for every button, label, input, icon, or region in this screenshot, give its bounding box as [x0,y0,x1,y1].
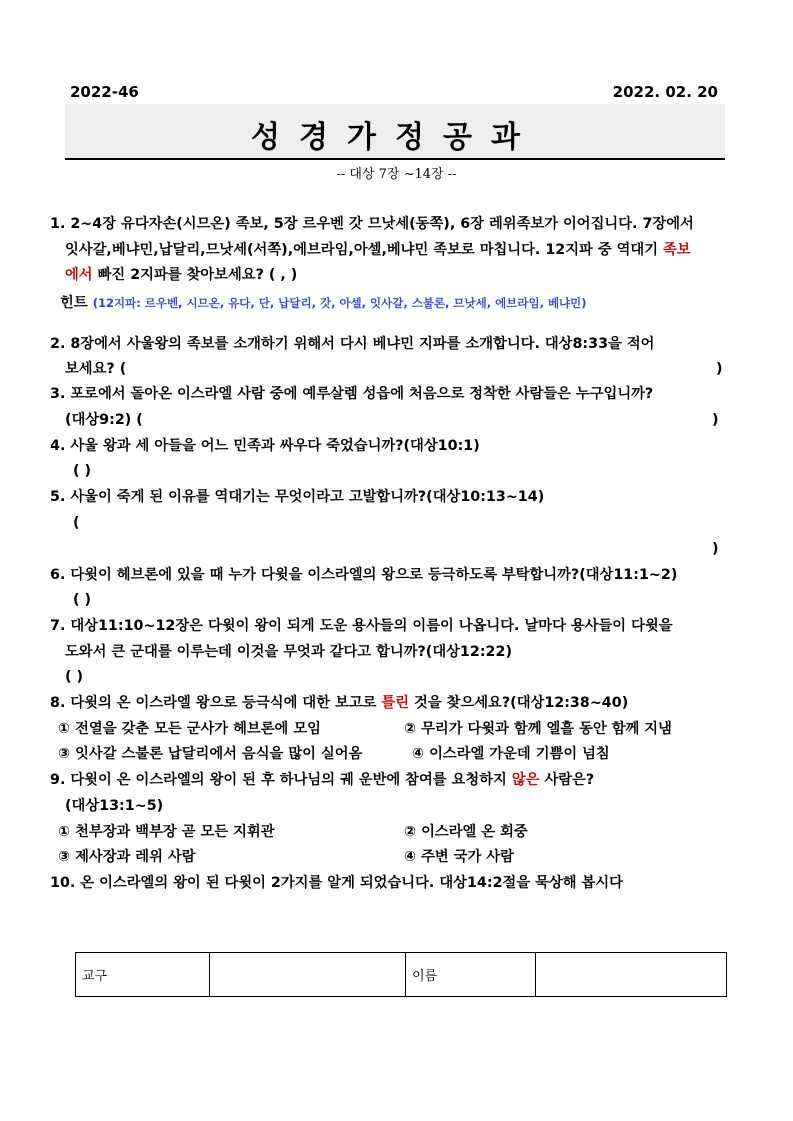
question-4-line-1: 4. 사울 왕과 세 아들을 어느 민족과 싸우다 죽었습니까?(대상10:1) [50,438,480,454]
document-date: 2022. 02. 20 [612,83,718,101]
name-label: 이름 [406,953,536,997]
question-1-highlight-b: 에서 [65,267,93,283]
page-subtitle: -- 대상 7장 ~14장 -- [336,167,457,182]
question-10-line-1: 10. 온 이스라엘의 왕이 된 다윗이 2가지를 알게 되었습니다. 대상14:2절을 묵상해 봅시다 [50,875,623,891]
question-7-line-1: 7. 대상11:10~12장은 다윗이 왕이 되게 도운 용사들의 이름이 나옵니다. 날마다 용사들이 다윗을 [50,618,673,634]
title-banner [65,104,725,160]
question-1-highlight-a: 족보 [663,242,691,258]
question-1-line-3-text: 빠진 2지파를 찾아보세요? ( , ) [97,267,298,283]
question-2-line-2: 보세요? ( [65,361,127,377]
question-9-line-1 [50,770,594,791]
page-title: 성경가정공과 [251,120,539,155]
question-9-text-b: 사람은? [544,772,595,788]
document-number: 2022-46 [70,83,139,101]
footer-row [76,953,727,997]
question-4-line-2: ( ) [73,463,92,479]
question-1-line-3 [65,265,297,286]
question-9-option-4: ④ 주변 국가 사람 [404,849,514,865]
question-8-line-1 [50,693,628,714]
question-5-answer-close: ) [712,541,719,557]
question-8-highlight: 틀린 [381,695,410,711]
footer-table [75,952,727,997]
question-1-line-1: 1. 2~4장 유다자손(시므온) 족보, 5장 르우벤 갓 므낫세(동쪽), 6장 레위족보가 이어집니다. 7장에서 [50,216,694,232]
question-3-answer-close: ) [712,412,719,428]
question-1-line-2 [65,240,691,261]
question-9-option-3: ③ 제사장과 레위 사람 [58,849,196,865]
question-1-hint [60,292,587,312]
question-6-line-2: ( ) [73,592,92,608]
question-8-option-4: ④ 이스라엘 가운데 기쁨이 넘침 [412,746,610,762]
hint-label: 힌트 [60,295,88,311]
question-8-text-b: 것을 찾으세요?(대상12:38~40) [414,695,629,711]
question-2-answer-close: ) [716,361,723,377]
church-field[interactable] [210,953,406,997]
question-7-line-2: 도와서 큰 군대를 이루는데 이것을 무엇과 같다고 합니까?(대상12:22) [65,644,512,660]
question-5-line-1: 5. 사울이 죽게 된 이유를 역대기는 무엇이라고 고발합니까?(대상10:13~14) [50,489,545,505]
question-9-line-2: (대상13:1~5) [65,798,164,814]
question-8-option-2: ② 무리가 다윗과 함께 엘흘 동안 함께 지냄 [404,721,672,737]
question-9-option-2: ② 이스라엘 온 회중 [404,824,528,840]
question-7-line-3: ( ) [65,669,84,685]
question-1-line-2-text: 잇사갈,베냐민,납달리,므낫세(서쪽),에브라임,아셀,베냐민 족보로 마칩니다. 12지파 중 역대기 [65,242,659,258]
hint-text: (12지파: 르우벤, 시므온, 유다, 단, 납달리, 갓, 아셀, 잇사갈, 스불론, 므낫세, 에브라임, 베냐민) [92,296,587,310]
question-8-option-1: ① 전열을 갖춘 모든 군사가 헤브론에 모임 [58,721,321,737]
name-field[interactable] [536,953,727,997]
church-label: 교구 [76,953,210,997]
question-9-text-a: 9. 다윗이 온 이스라엘의 왕이 된 후 하나님의 궤 운반에 참여를 요청하지 [50,772,507,788]
question-6-line-1: 6. 다윗이 헤브론에 있을 때 누가 다윗을 이스라엘의 왕으로 등극하도록 부탁합니까?(대상11:1~2) [50,567,678,583]
question-8-option-3: ③ 잇사갈 스불론 납달리에서 음식을 많이 실어옴 [58,746,363,762]
question-9-option-1: ① 천부장과 백부장 곧 모든 지휘관 [58,824,275,840]
question-9-highlight: 않은 [511,772,540,788]
question-8-text-a: 8. 다윗의 온 이스라엘 왕으로 등극식에 대한 보고로 [50,695,377,711]
question-5-line-2: ( [73,515,80,531]
question-3-line-1: 3. 포로에서 돌아온 이스라엘 사람 중에 예루살렘 성읍에 처음으로 정착한 사람들은 누구입니까? [50,386,654,402]
question-3-line-2: (대상9:2) ( [65,412,143,428]
question-2-line-1: 2. 8장에서 사울왕의 족보를 소개하기 위해서 다시 베냐민 지파를 소개합니다. 대상8:33을 적어 [50,336,655,352]
